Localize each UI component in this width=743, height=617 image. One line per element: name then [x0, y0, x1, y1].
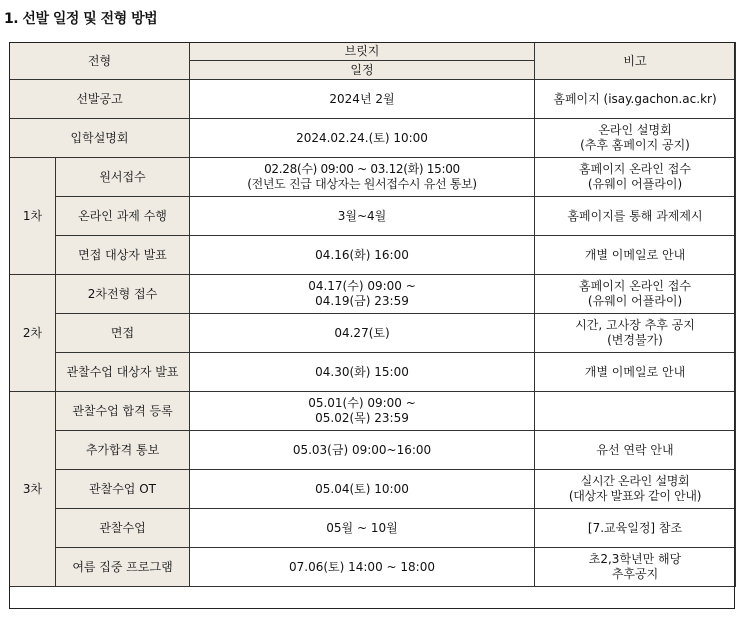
row-schedule: 04.27(토): [190, 314, 535, 353]
row-item: 면접: [56, 314, 190, 353]
row-note: [7.교육일정] 참조: [535, 509, 736, 548]
table-row: [10, 275, 736, 314]
row-item: 관찰수업 대상자 발표: [56, 353, 190, 392]
row-item: 관찰수업 합격 등록: [56, 392, 190, 431]
row-note: 초2,3학년만 해당 추후공지: [535, 548, 736, 587]
row-schedule: 05월 ~ 10월: [190, 509, 535, 548]
table-row: [10, 509, 736, 548]
row-schedule: 07.06(토) 14:00 ~ 18:00: [190, 548, 535, 587]
phase-label: 1차: [10, 158, 56, 275]
row-item: 온라인 과제 수행: [56, 197, 190, 236]
row-schedule: 3월~4월: [190, 197, 535, 236]
row-note: 홈페이지 (isay.gachon.ac.kr): [535, 80, 736, 119]
schedule-table: [9, 42, 736, 587]
row-schedule: 2024년 2월: [190, 80, 535, 119]
row-item: 입학설명회: [10, 119, 190, 158]
table-row: [10, 158, 736, 197]
table-row: [10, 80, 736, 119]
header-program: 브릿지: [190, 43, 535, 61]
table-row: [10, 353, 736, 392]
header-schedule: 일정: [190, 61, 535, 80]
table-row: [10, 470, 736, 509]
table-row: [10, 236, 736, 275]
table-row: [10, 392, 736, 431]
row-item: 관찰수업 OT: [56, 470, 190, 509]
row-note: 홈페이지를 통해 과제제시: [535, 197, 736, 236]
row-schedule: 04.16(화) 16:00: [190, 236, 535, 275]
row-schedule: 05.01(수) 09:00 ~ 05.02(목) 23:59: [190, 392, 535, 431]
table-row: [10, 431, 736, 470]
row-item: 면접 대상자 발표: [56, 236, 190, 275]
row-note: 홈페이지 온라인 접수 (유웨이 어플라이): [535, 275, 736, 314]
phase-label: 3차: [10, 392, 56, 587]
header-stage: 전형: [10, 43, 190, 80]
row-item: 선발공고: [10, 80, 190, 119]
row-note: 개별 이메일로 안내: [535, 353, 736, 392]
row-schedule: 02.28(수) 09:00 ~ 03.12(화) 15:00 (전년도 진급 대상자는 원서접수시 유선 통보): [190, 158, 535, 197]
row-item: 관찰수업: [56, 509, 190, 548]
row-note: 실시간 온라인 설명회 (대상자 발표와 같이 안내): [535, 470, 736, 509]
row-note: 시간, 고사장 추후 공지 (변경불가): [535, 314, 736, 353]
row-note: 개별 이메일로 안내: [535, 236, 736, 275]
table-row: [10, 314, 736, 353]
header-note: 비고: [535, 43, 736, 80]
row-note: 유선 연락 안내: [535, 431, 736, 470]
table-row: [10, 548, 736, 587]
row-note: 홈페이지 온라인 접수 (유웨이 어플라이): [535, 158, 736, 197]
row-note: 온라인 설명회 (추후 홈페이지 공지): [535, 119, 736, 158]
row-schedule: 05.04(토) 10:00: [190, 470, 535, 509]
section-heading: 1. 선발 일정 및 전형 방법: [4, 11, 158, 27]
row-note: [535, 392, 736, 431]
row-item: 원서접수: [56, 158, 190, 197]
row-schedule: 04.17(수) 09:00 ~ 04.19(금) 23:59: [190, 275, 535, 314]
table-row: [10, 197, 736, 236]
row-item: 여름 집중 프로그램: [56, 548, 190, 587]
table-row: [10, 119, 736, 158]
row-schedule: 05.03(금) 09:00~16:00: [190, 431, 535, 470]
row-schedule: 2024.02.24.(토) 10:00: [190, 119, 535, 158]
row-schedule: 04.30(화) 15:00: [190, 353, 535, 392]
row-item: 2차전형 접수: [56, 275, 190, 314]
row-item: 추가합격 통보: [56, 431, 190, 470]
phase-label: 2차: [10, 275, 56, 392]
